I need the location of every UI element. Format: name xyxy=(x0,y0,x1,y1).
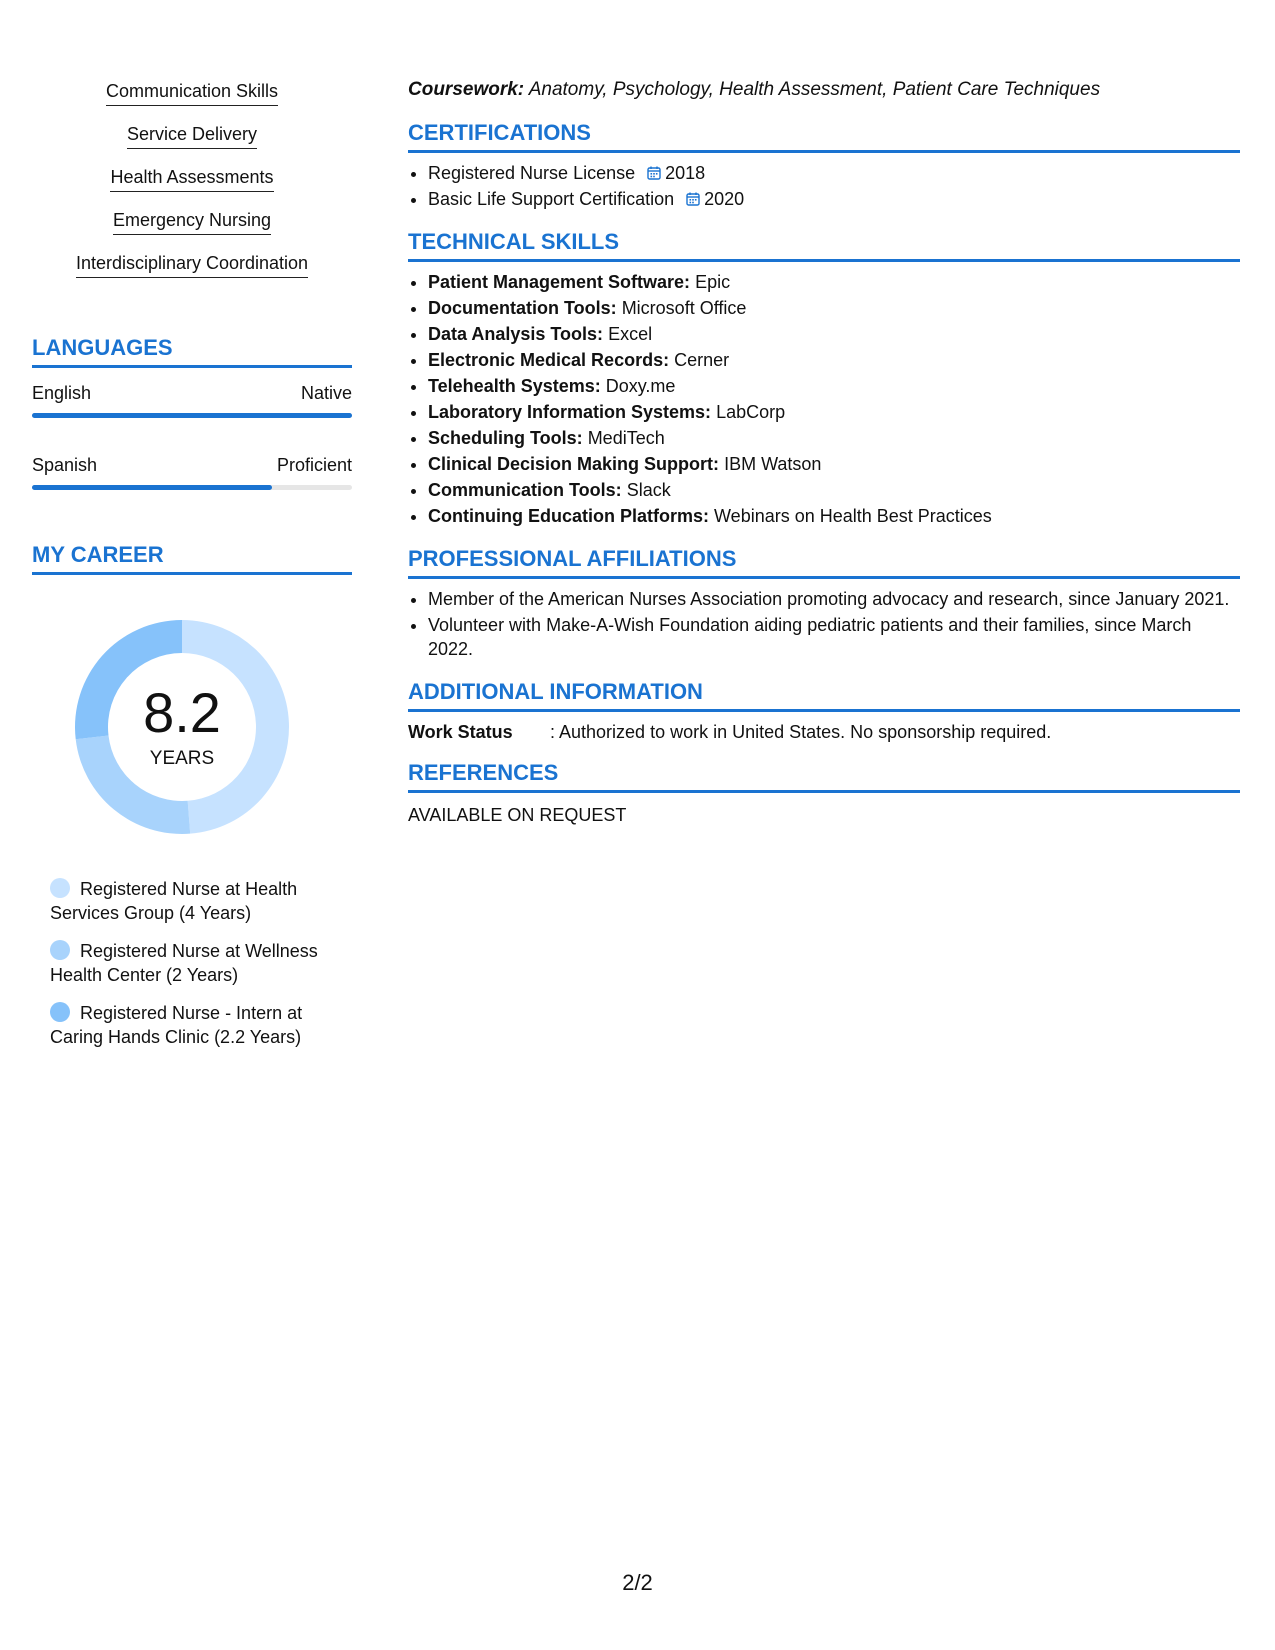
languages-section xyxy=(32,335,352,490)
technical-skill-item xyxy=(428,478,1240,502)
skill-label: Telehealth Systems: xyxy=(428,376,601,396)
coursework-label: Coursework: xyxy=(408,79,525,100)
additional-info-title: ADDITIONAL INFORMATION xyxy=(408,679,1240,712)
affiliations-section xyxy=(408,546,1240,661)
skill-value: Microsoft Office xyxy=(621,298,747,318)
skill-item: Service Delivery xyxy=(127,123,257,149)
skill-label: Laboratory Information Systems: xyxy=(428,402,712,422)
legend-dot xyxy=(50,940,70,960)
skill-item: Communication Skills xyxy=(106,80,278,106)
skill-value: Webinars on Health Best Practices xyxy=(714,506,992,526)
left-column xyxy=(32,80,352,1063)
language-item xyxy=(32,382,352,418)
career-legend-item xyxy=(50,877,340,925)
work-status-value: : Authorized to work in United States. No sponsorship required. xyxy=(550,722,1052,742)
certification-name: Registered Nurse License xyxy=(428,163,636,183)
legend-label: Registered Nurse - Intern at Caring Hands Clinic (2.2 Years) xyxy=(50,1003,303,1047)
skills-list xyxy=(32,80,352,295)
affiliations-title: PROFESSIONAL AFFILIATIONS xyxy=(408,546,1240,579)
technical-skills-title: TECHNICAL SKILLS xyxy=(408,229,1240,262)
career-total-unit: YEARS xyxy=(149,748,215,769)
references-section xyxy=(408,760,1240,827)
technical-skill-item xyxy=(428,504,1240,528)
certification-year: 2018 xyxy=(665,163,706,183)
career-legend-item xyxy=(50,939,340,987)
technical-skill-item xyxy=(428,400,1240,424)
skill-label: Data Analysis Tools: xyxy=(428,324,604,344)
coursework xyxy=(408,78,1240,102)
donut-center xyxy=(62,607,302,847)
skill-label: Communication Tools: xyxy=(428,480,622,500)
skill-value: Doxy.me xyxy=(605,376,676,396)
skill-label: Patient Management Software: xyxy=(428,272,691,292)
technical-skills-section xyxy=(408,229,1240,528)
career-total-years: 8.2 xyxy=(143,681,221,744)
language-name: English xyxy=(32,383,92,403)
language-bar xyxy=(32,413,352,418)
technical-skill-item xyxy=(428,296,1240,320)
skill-item: Interdisciplinary Coordination xyxy=(76,252,308,278)
references-title: REFERENCES xyxy=(408,760,1240,793)
technical-skill-item xyxy=(428,452,1240,476)
skill-value: Cerner xyxy=(674,350,730,370)
skill-value: Excel xyxy=(608,324,653,344)
work-status-row xyxy=(408,720,1240,744)
additional-info-section xyxy=(408,679,1240,744)
skill-value: IBM Watson xyxy=(724,454,822,474)
skill-value: Slack xyxy=(626,480,671,500)
skill-item: Health Assessments xyxy=(110,166,273,192)
skill-label: Documentation Tools: xyxy=(428,298,617,318)
career-legend xyxy=(50,877,340,1049)
certifications-list xyxy=(408,161,1240,211)
calendar-icon xyxy=(647,166,661,180)
technical-skill-item xyxy=(428,426,1240,450)
language-item xyxy=(32,454,352,490)
skill-label: Scheduling Tools: xyxy=(428,428,583,448)
certification-item xyxy=(428,187,1240,211)
page-number: 2/2 xyxy=(622,1570,653,1595)
technical-skill-item xyxy=(428,374,1240,398)
legend-dot xyxy=(50,878,70,898)
technical-skill-item xyxy=(428,348,1240,372)
technical-skill-item xyxy=(428,270,1240,294)
language-bar-fill xyxy=(32,413,352,418)
calendar-icon xyxy=(686,192,700,206)
certifications-title: CERTIFICATIONS xyxy=(408,120,1240,153)
certification-year: 2020 xyxy=(704,189,745,209)
certification-item xyxy=(428,161,1240,185)
skill-value: MediTech xyxy=(587,428,665,448)
skill-value: Epic xyxy=(695,272,731,292)
technical-skills-list xyxy=(408,270,1240,528)
skill-value: LabCorp xyxy=(716,402,786,422)
career-donut-chart xyxy=(62,607,302,847)
career-title: MY CAREER xyxy=(32,542,352,575)
language-level: Native xyxy=(300,383,352,403)
certification-name: Basic Life Support Certification xyxy=(428,189,675,209)
skill-item: Emergency Nursing xyxy=(113,209,271,235)
language-bar-fill xyxy=(32,485,272,490)
career-legend-item xyxy=(50,1001,340,1049)
languages-title: LANGUAGES xyxy=(32,335,352,368)
legend-dot xyxy=(50,1002,70,1022)
career-section xyxy=(32,542,352,1049)
right-column xyxy=(408,78,1240,841)
skill-label: Continuing Education Platforms: xyxy=(428,506,709,526)
skill-label: Electronic Medical Records: xyxy=(428,350,670,370)
certifications-section xyxy=(408,120,1240,211)
skill-label: Clinical Decision Making Support: xyxy=(428,454,720,474)
language-level: Proficient xyxy=(276,455,352,475)
references-text: AVAILABLE ON REQUEST xyxy=(408,805,627,825)
work-status-label: Work Status xyxy=(408,722,513,742)
legend-label: Registered Nurse at Wellness Health Center (2 Years) xyxy=(50,941,318,985)
affiliation-item: • Member of the American Nurses Association promoting advocacy and research, since January 2021. xyxy=(428,587,1240,611)
affiliation-item: • Volunteer with Make-A-Wish Foundation aiding pediatric patients and their families, since March 2022. xyxy=(428,613,1240,661)
legend-label: Registered Nurse at Health Services Group (4 Years) xyxy=(50,879,298,923)
language-bar xyxy=(32,485,352,490)
language-name: Spanish xyxy=(32,455,98,475)
technical-skill-item xyxy=(428,322,1240,346)
coursework-text: Anatomy, Psychology, Health Assessment, Patient Care Techniques xyxy=(528,79,1101,100)
affiliations-list xyxy=(408,587,1240,661)
